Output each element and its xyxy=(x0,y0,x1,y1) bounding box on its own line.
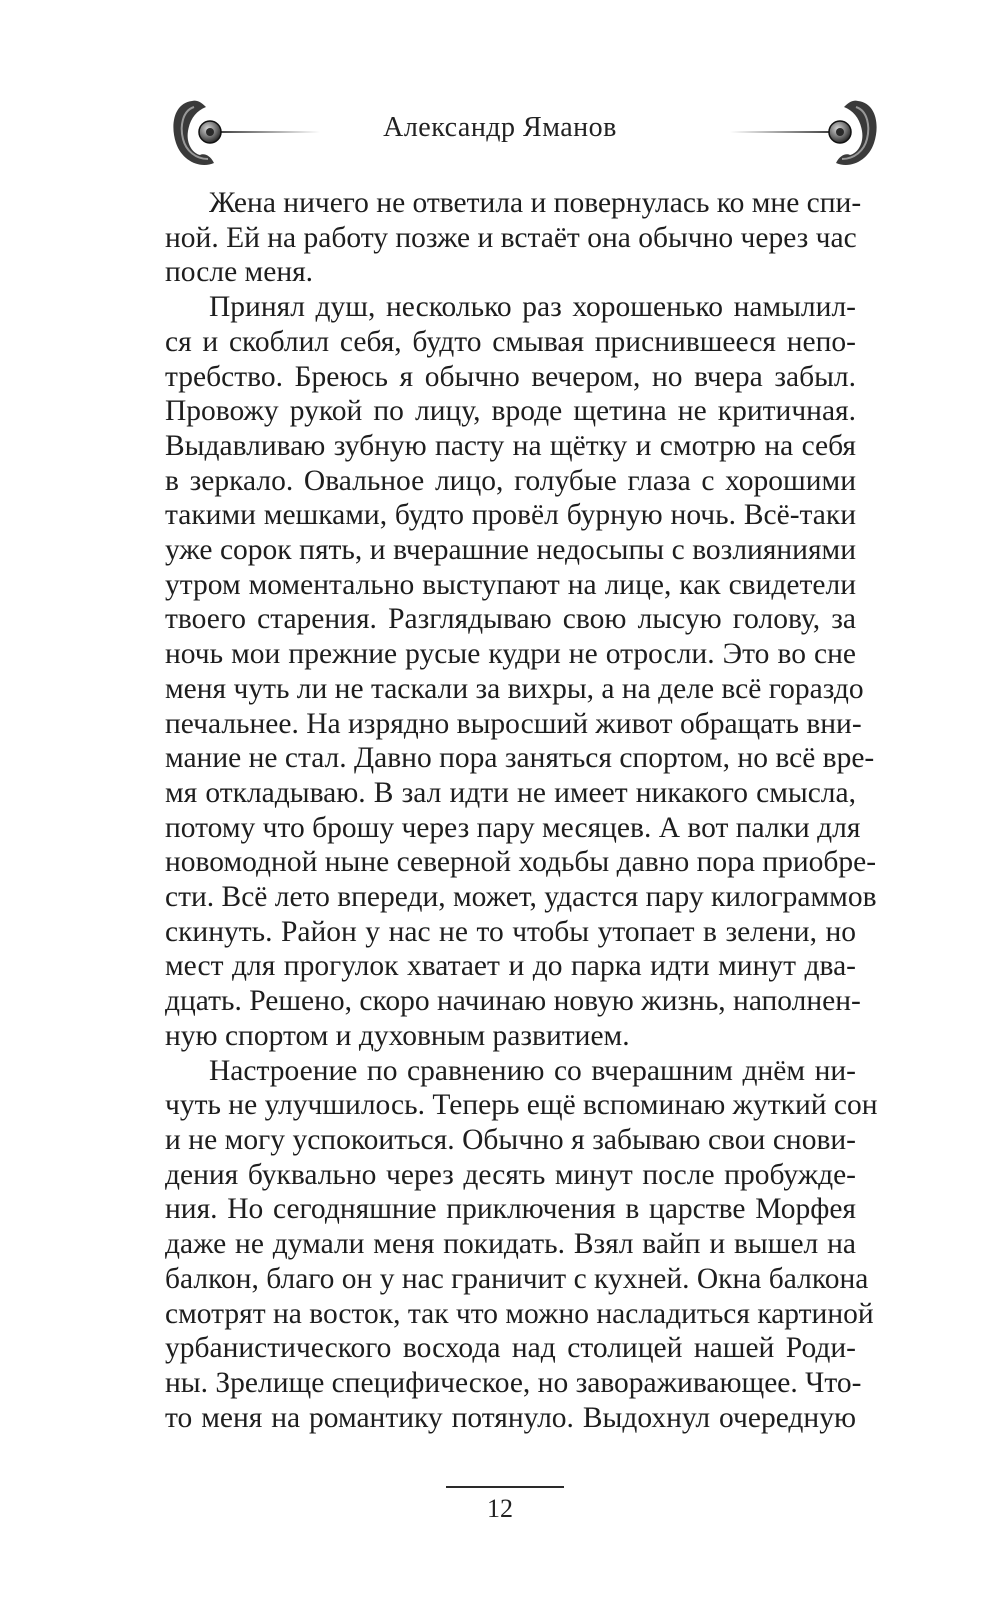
text-line: такими мешками, будто провёл бурную ночь. Всё-таки xyxy=(165,499,856,532)
text-line: уже сорок пять, и вчерашние недосыпы с возлияниями xyxy=(165,534,856,567)
page-number-rule xyxy=(446,1486,564,1488)
text-line: потому что брошу через пару месяцев. А вот палки для xyxy=(165,811,861,844)
text-line: Провожу рукой по лицу, вроде щетина не критичная. xyxy=(165,395,856,428)
text-line: мя откладываю. В зал идти не имеет никакого смысла, xyxy=(165,776,856,809)
text-line: Выдавливаю зубную пасту на щётку и смотрю на себя xyxy=(165,429,856,462)
text-line: ночь мои прежние русые кудри не отросли. Это во сне xyxy=(165,638,856,671)
page-header xyxy=(0,95,1000,175)
text-line: то меня на романтику потянуло. Выдохнул очередную xyxy=(165,1401,856,1434)
text-line: дцать. Решено, скоро начинаю новую жизнь, наполнен- xyxy=(165,985,861,1018)
text-line: балкон, благо он у нас граничит с кухней. Окна балкона xyxy=(165,1262,869,1295)
text-line: и не могу успокоиться. Обычно я забываю свои снови- xyxy=(165,1123,856,1156)
text-line: ся и скоблил себя, будто смывая приснившееся непо- xyxy=(165,325,856,358)
text-line: мание не стал. Давно пора заняться спортом, но всё вре- xyxy=(165,742,875,775)
text-line: мест для прогулок хватает и до парка идти минут два- xyxy=(165,950,856,983)
body-text xyxy=(165,186,878,1435)
text-line: новомодной ныне северной ходьбы давно пора приобре- xyxy=(165,846,877,879)
text-line: после меня. xyxy=(165,256,314,289)
text-line: урбанистического восхода над столицей нашей Роди- xyxy=(165,1332,856,1365)
text-line: чуть не улучшилось. Теперь ещё вспоминаю жуткий сон xyxy=(165,1089,878,1122)
swirl-knob-ornament-icon xyxy=(730,95,880,175)
text-line: твоего старения. Разглядываю свою лысую голову, за xyxy=(165,603,856,636)
text-line: в зеркало. Овальное лицо, голубые глаза с хорошими xyxy=(165,464,856,497)
text-line: ную спортом и духовным развитием. xyxy=(165,1019,630,1052)
text-line: требство. Бреюсь я обычно вечером, но вчера забыл. xyxy=(165,360,856,393)
text-line: даже не думали меня покидать. Взял вайп и вышел на xyxy=(165,1228,856,1261)
text-line: скинуть. Район у нас не то чтобы утопает в зелени, но xyxy=(165,915,856,948)
text-line: печальнее. На изрядно выросший живот обращать вни- xyxy=(165,707,862,740)
text-line: Настроение по сравнению со вчерашним днём ни- xyxy=(209,1054,856,1087)
text-line: Жена ничего не ответила и повернулась ко мне спи- xyxy=(209,187,862,219)
text-line: утром моментально выступают на лице, как свидетели xyxy=(165,568,856,601)
text-line: сти. Всё лето впереди, может, удастся пару килограммов xyxy=(165,881,877,914)
text-line: ной. Ей на работу позже и встаёт она обычно через час xyxy=(165,221,857,254)
text-line: меня чуть ли не таскали за вихры, а на деле всё гораздо xyxy=(165,672,864,705)
text-line: смотрят на восток, так что можно насладиться картиной xyxy=(165,1297,874,1330)
page-number: 12 xyxy=(487,1494,513,1523)
text-line: дения буквально через десять минут после пробужде- xyxy=(165,1158,856,1191)
text-line: Принял душ, несколько раз хорошенько намылил- xyxy=(209,291,856,324)
text-line: ния. Но сегодняшние приключения в царстве Морфея xyxy=(165,1193,856,1226)
text-line: ны. Зрелище специфическое, но завораживающее. Что- xyxy=(165,1366,862,1399)
running-head: Александр Яманов xyxy=(383,112,617,143)
